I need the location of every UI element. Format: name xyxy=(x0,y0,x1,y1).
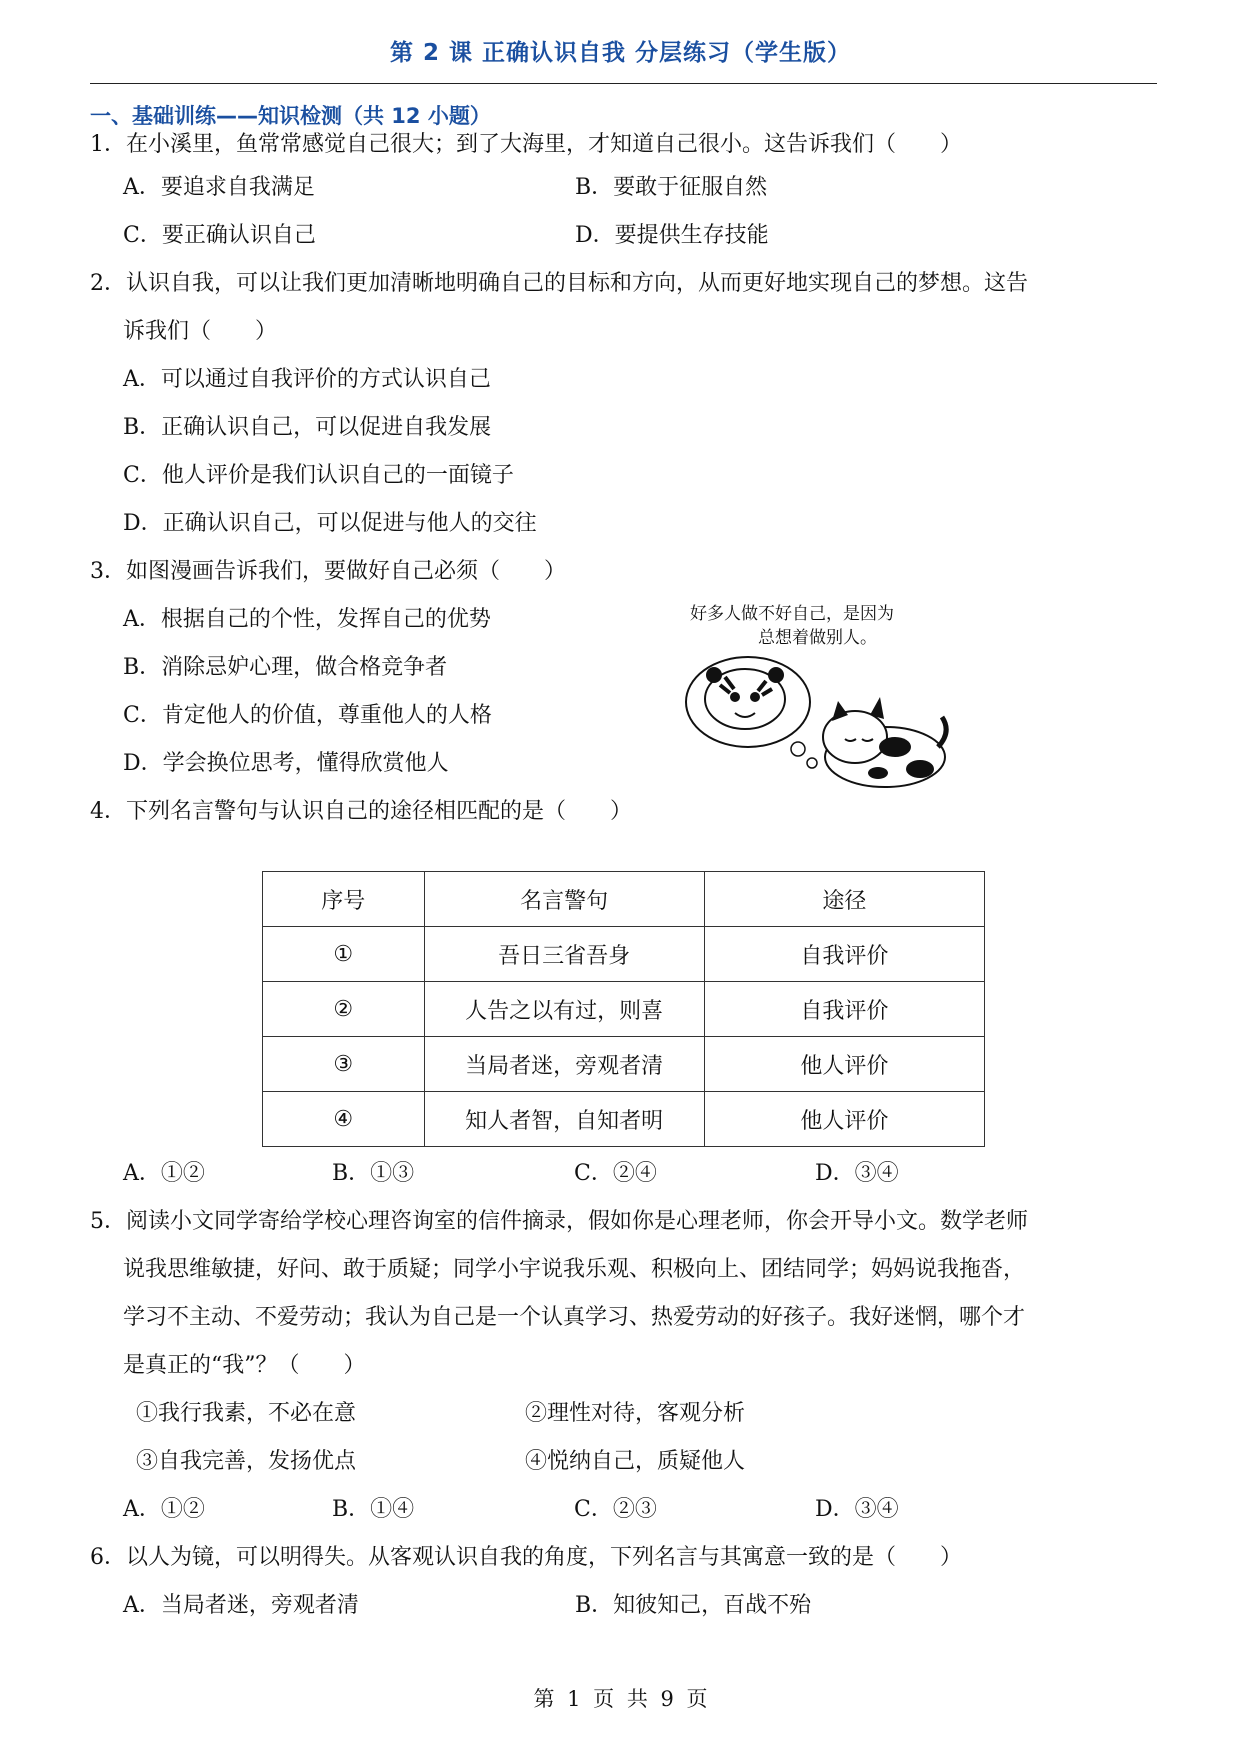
question-5-item-4: ④悦纳自己，质疑他人 xyxy=(525,1449,746,1474)
table-row xyxy=(263,1092,985,1147)
question-2-option-a: A．可以通过自我评价的方式认识自己 xyxy=(123,367,491,392)
question-2-option-b: B．正确认识自己，可以促进自我发展 xyxy=(123,415,492,440)
question-5-stem-line1: 5．阅读小文同学寄给学校心理咨询室的信件摘录，假如你是心理老师，你会开导小文。数学老师 xyxy=(90,1209,1029,1234)
question-5-item-2: ②理性对待，客观分析 xyxy=(525,1401,746,1426)
question-1-option-a: A．要追求自我满足 xyxy=(123,175,315,200)
quotes-table xyxy=(262,871,985,1147)
table-cell: 他人评价 xyxy=(704,1037,984,1092)
question-6-option-b: B．知彼知己，百战不殆 xyxy=(575,1593,812,1618)
table-header-row xyxy=(263,872,985,927)
sleeping-cat xyxy=(823,697,946,787)
question-5-option-d: D．③④ xyxy=(815,1497,899,1522)
cartoon-illustration xyxy=(680,597,955,797)
question-6-stem: 6．以人为镜，可以明得失。从客观认识自我的角度，下列名言与其寓意一致的是（ ） xyxy=(90,1545,963,1570)
question-5-stem-line4: 是真正的“我”？（ ） xyxy=(123,1353,366,1378)
question-5-item-1: ①我行我素，不必在意 xyxy=(136,1401,357,1426)
tiger-face xyxy=(705,667,785,729)
question-3-option-d: D．学会换位思考，懂得欣赏他人 xyxy=(123,751,449,776)
table-row xyxy=(263,982,985,1037)
question-5-option-a: A．①② xyxy=(123,1497,205,1522)
table-row xyxy=(263,1037,985,1092)
table-cell: ③ xyxy=(263,1037,425,1092)
question-4-option-a: A．①② xyxy=(123,1161,205,1186)
document-title: 第 2 课 正确认识自我 分层练习（学生版） xyxy=(389,40,852,66)
question-3-stem: 3．如图漫画告诉我们，要做好自己必须（ ） xyxy=(90,559,566,584)
question-4-stem: 4．下列名言警句与认识自己的途径相匹配的是（ ） xyxy=(90,799,632,824)
table-cell: 人告之以有过，则喜 xyxy=(424,982,704,1037)
page-footer: 第 1 页 共 9 页 xyxy=(533,1687,708,1711)
question-2-option-d: D．正确认识自己，可以促进与他人的交往 xyxy=(123,511,537,536)
question-1-option-c: C．要正确认识自己 xyxy=(123,223,316,248)
table-cell: 当局者迷，旁观者清 xyxy=(424,1037,704,1092)
table-cell: 自我评价 xyxy=(704,927,984,982)
thought-bubble-dot-small xyxy=(807,758,817,768)
question-4-option-b: B．①③ xyxy=(332,1161,415,1186)
question-5-stem-line2: 说我思维敏捷，好问、敢于质疑；同学小宇说我乐观、积极向上、团结同学；妈妈说我拖沓， xyxy=(123,1257,1026,1282)
question-2-option-c: C．他人评价是我们认识自己的一面镜子 xyxy=(123,463,514,488)
thought-bubble-dot-large xyxy=(791,742,805,756)
table-cell: ④ xyxy=(263,1092,425,1147)
table-cell: 吾日三省吾身 xyxy=(424,927,704,982)
question-2-stem-line1: 2．认识自我，可以让我们更加清晰地明确自己的目标和方向，从而更好地实现自己的梦想。这告 xyxy=(90,271,1029,296)
cartoon-caption-line1: 好多人做不好自己，是因为 xyxy=(690,604,894,624)
question-1-option-b: B．要敢于征服自然 xyxy=(575,175,768,200)
section-heading: 一、基础训练——知识检测（共 12 小题） xyxy=(90,104,491,128)
table-row xyxy=(263,927,985,982)
question-5-stem-line3: 学习不主动、不爱劳动；我认为自己是一个认真学习、热爱劳动的好孩子。我好迷惘，哪个才 xyxy=(123,1305,1026,1330)
question-3-option-c: C．肯定他人的价值，尊重他人的人格 xyxy=(123,703,492,728)
question-6-option-a: A．当局者迷，旁观者清 xyxy=(123,1593,359,1618)
question-5-option-b: B．①④ xyxy=(332,1497,415,1522)
table-header-cell: 序号 xyxy=(263,872,425,927)
question-5-item-3: ③自我完善，发扬优点 xyxy=(136,1449,357,1474)
table-cell: ① xyxy=(263,927,425,982)
table-cell: 自我评价 xyxy=(704,982,984,1037)
table-header-cell: 途径 xyxy=(704,872,984,927)
question-4-option-c: C．②④ xyxy=(574,1161,657,1186)
question-1-stem: 1．在小溪里，鱼常常感觉自己很大；到了大海里，才知道自己很小。这告诉我们（ ） xyxy=(90,132,963,157)
question-5-option-c: C．②③ xyxy=(574,1497,657,1522)
question-4-option-d: D．③④ xyxy=(815,1161,899,1186)
question-2-stem-line2: 诉我们（ ） xyxy=(123,319,278,344)
question-1-option-d: D．要提供生存技能 xyxy=(575,223,769,248)
table-cell: 知人者智，自知者明 xyxy=(424,1092,704,1147)
table-cell: ② xyxy=(263,982,425,1037)
title-divider xyxy=(90,83,1157,84)
table-cell: 他人评价 xyxy=(704,1092,984,1147)
table-header-cell: 名言警句 xyxy=(424,872,704,927)
cartoon-caption-line2: 总想着做别人。 xyxy=(758,628,877,648)
question-3-option-b: B．消除忌妒心理，做合格竞争者 xyxy=(123,655,448,680)
question-3-option-a: A．根据自己的个性，发挥自己的优势 xyxy=(123,607,491,632)
